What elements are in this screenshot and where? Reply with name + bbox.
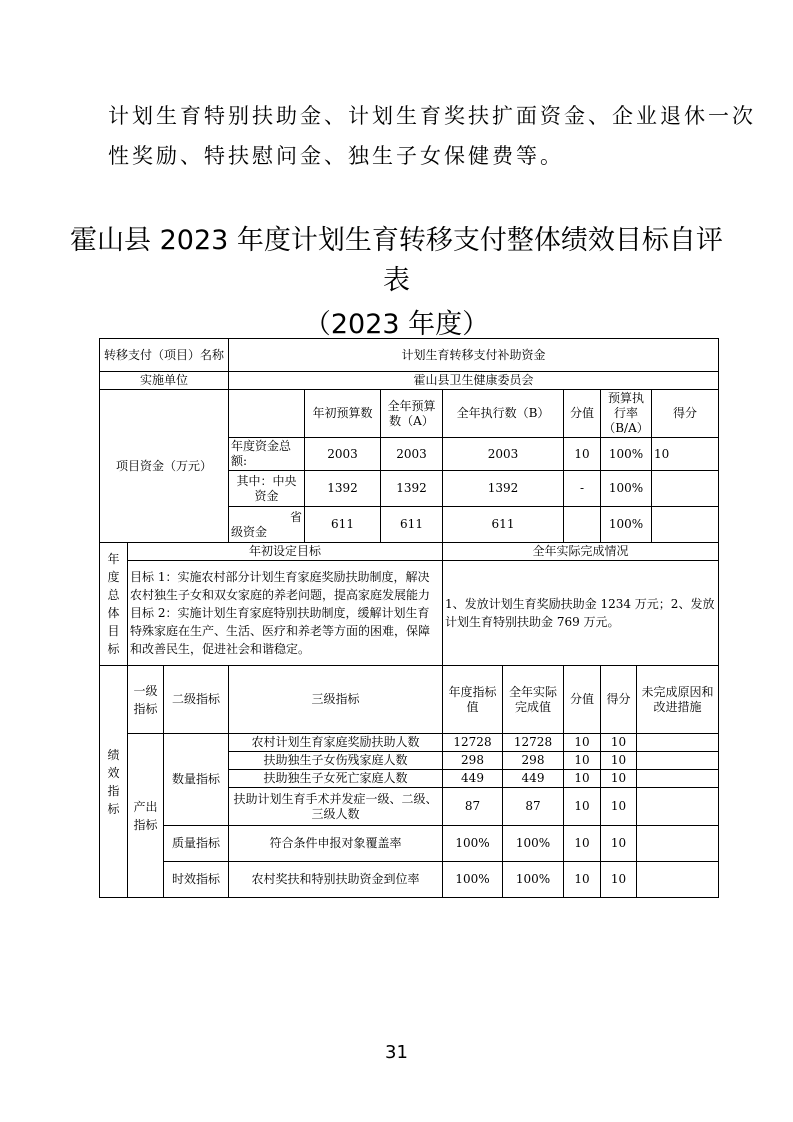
indicator-reason: [637, 826, 719, 862]
indicator-row: [100, 734, 719, 752]
indicator-target: 100%: [443, 826, 503, 862]
indicator-group-timeliness: 时效指标: [164, 862, 229, 898]
level2-header: 二级指标: [164, 666, 229, 734]
actual-value-header: 全年实际完成值: [503, 666, 564, 734]
indicator-reason: [637, 752, 719, 770]
implementing-unit-value: 霍山县卫生健康委员会: [229, 372, 719, 390]
target-header: 年度指标值: [443, 666, 503, 734]
goals-planned-header: 年初设定目标: [128, 543, 443, 561]
funds-row-full-year: 611: [381, 507, 443, 543]
funds-row-rate: 100%: [601, 507, 652, 543]
indicator-target: 100%: [443, 862, 503, 898]
funds-row-weight: -: [564, 471, 601, 507]
indicator-reason: [637, 862, 719, 898]
indicator-weight: 10: [564, 826, 601, 862]
implementing-unit-row: [100, 372, 719, 390]
goals-side-label: 年度总体目标: [100, 543, 128, 666]
funds-header-rate: 预算执行率（B/A）: [601, 390, 652, 438]
indicator-name: 符合条件申报对象覆盖率: [229, 826, 443, 862]
funds-row-label: [229, 507, 305, 543]
weight-header: 分值: [564, 666, 601, 734]
indicator-target: 449: [443, 770, 503, 788]
indicator-name: 扶助独生子女伤残家庭人数: [229, 752, 443, 770]
funds-row-weight: [564, 507, 601, 543]
indicator-score: 10: [601, 826, 637, 862]
funds-row-full-year: 2003: [381, 438, 443, 471]
indicator-actual: 449: [503, 770, 564, 788]
funds-row-label-part-b: 级资金: [231, 524, 268, 539]
funds-label: 项目资金（万元）: [100, 390, 229, 543]
indicator-weight: 10: [564, 734, 601, 752]
funds-row-initial: 611: [305, 507, 381, 543]
indicator-target: 298: [443, 752, 503, 770]
indicator-actual: 12728: [503, 734, 564, 752]
performance-header-row: [100, 666, 719, 734]
indicator-name: 扶助计划生育手术并发症一级、二级、三级人数: [229, 788, 443, 826]
funds-header-weight: 分值: [564, 390, 601, 438]
indicator-name: 农村计划生育家庭奖励扶助人数: [229, 734, 443, 752]
indicator-score: 10: [601, 752, 637, 770]
funds-header-score: 得分: [652, 390, 719, 438]
goals-header-row: [100, 543, 719, 561]
funds-row-label: 年度资金总额:: [229, 438, 305, 471]
reason-header: 未完成原因和改进措施: [637, 666, 719, 734]
funds-header-initial: 年初预算数: [305, 390, 381, 438]
funds-header-row: [100, 390, 719, 438]
document-title: 霍山县 2023 年度计划生育转移支付整体绩效目标自评: [70, 225, 723, 256]
indicator-actual: 87: [503, 788, 564, 826]
goals-actual-text: 1、发放计划生育奖励扶助金 1234 万元；2、发放计划生育特别扶助金 769 万元。: [443, 561, 719, 666]
indicator-name: 农村奖扶和特别扶助资金到位率: [229, 862, 443, 898]
performance-side-label: 绩效指标: [100, 666, 128, 898]
indicator-row: [100, 826, 719, 862]
document-title-continuation: 表: [383, 265, 410, 296]
funds-row-weight: 10: [564, 438, 601, 471]
indicator-score: 10: [601, 734, 637, 752]
intro-line-2: 性奖励、特扶慰问金、独生子女保健费等。: [108, 144, 564, 168]
project-name-row: [100, 339, 719, 372]
indicator-group-quality: 质量指标: [164, 826, 229, 862]
funds-row-executed: 611: [443, 507, 564, 543]
funds-row-score: 10: [652, 438, 719, 471]
indicator-weight: 10: [564, 770, 601, 788]
funds-row-rate: 100%: [601, 438, 652, 471]
indicator-name: 扶助独生子女死亡家庭人数: [229, 770, 443, 788]
funds-header-full-year: 全年预算数（A）: [381, 390, 443, 438]
level3-header: 三级指标: [229, 666, 443, 734]
indicator-weight: 10: [564, 788, 601, 826]
score-header: 得分: [601, 666, 637, 734]
indicator-target: 87: [443, 788, 503, 826]
intro-line-1: 计划生育特别扶助金、计划生育奖扶扩面资金、企业退休一次: [108, 104, 756, 128]
page-number: 31: [385, 1042, 408, 1063]
goals-actual-header: 全年实际完成情况: [443, 543, 719, 561]
output-indicator-label: 产出指标: [128, 734, 164, 898]
document-subtitle-year: （2023 年度）: [303, 309, 490, 340]
indicator-actual: 100%: [503, 862, 564, 898]
indicator-score: 10: [601, 788, 637, 826]
goals-planned-text: 目标 1：实施农村部分计划生育家庭奖励扶助制度，解决农村独生子女和双女家庭的养老问题，提高家庭发展能力 目标 2：实施计划生育家庭特别扶助制度，缓解计划生育特殊家庭在生产、生活、医疗和养老等方面的困难，保障和改善民生，促进社会和谐稳定。: [128, 561, 443, 666]
indicator-row: [100, 862, 719, 898]
indicator-score: 10: [601, 862, 637, 898]
funds-row-initial: 2003: [305, 438, 381, 471]
funds-row-initial: 1392: [305, 471, 381, 507]
funds-row-score: [652, 471, 719, 507]
funds-header-blank: [229, 390, 305, 438]
indicator-actual: 298: [503, 752, 564, 770]
project-name-label: 转移支付（项目）名称: [100, 339, 229, 372]
indicator-target: 12728: [443, 734, 503, 752]
intro-paragraph: [108, 96, 756, 176]
funds-row-label-part-a: 省: [289, 509, 302, 524]
indicator-score: 10: [601, 770, 637, 788]
indicator-reason: [637, 734, 719, 752]
funds-row-executed: 1392: [443, 471, 564, 507]
performance-table: [99, 338, 719, 898]
funds-row-executed: 2003: [443, 438, 564, 471]
indicator-reason: [637, 788, 719, 826]
indicator-reason: [637, 770, 719, 788]
funds-row-label: 其中：中央资金: [229, 471, 305, 507]
funds-header-executed: 全年执行数（B）: [443, 390, 564, 438]
level1-header: 一级指标: [128, 666, 164, 734]
indicator-actual: 100%: [503, 826, 564, 862]
project-name-value: 计划生育转移支付补助资金: [229, 339, 719, 372]
funds-row-full-year: 1392: [381, 471, 443, 507]
indicator-group-quantity: 数量指标: [164, 734, 229, 826]
funds-row-rate: 100%: [601, 471, 652, 507]
implementing-unit-label: 实施单位: [100, 372, 229, 390]
funds-row-score: [652, 507, 719, 543]
indicator-weight: 10: [564, 862, 601, 898]
goals-content-row: [100, 561, 719, 666]
indicator-weight: 10: [564, 752, 601, 770]
